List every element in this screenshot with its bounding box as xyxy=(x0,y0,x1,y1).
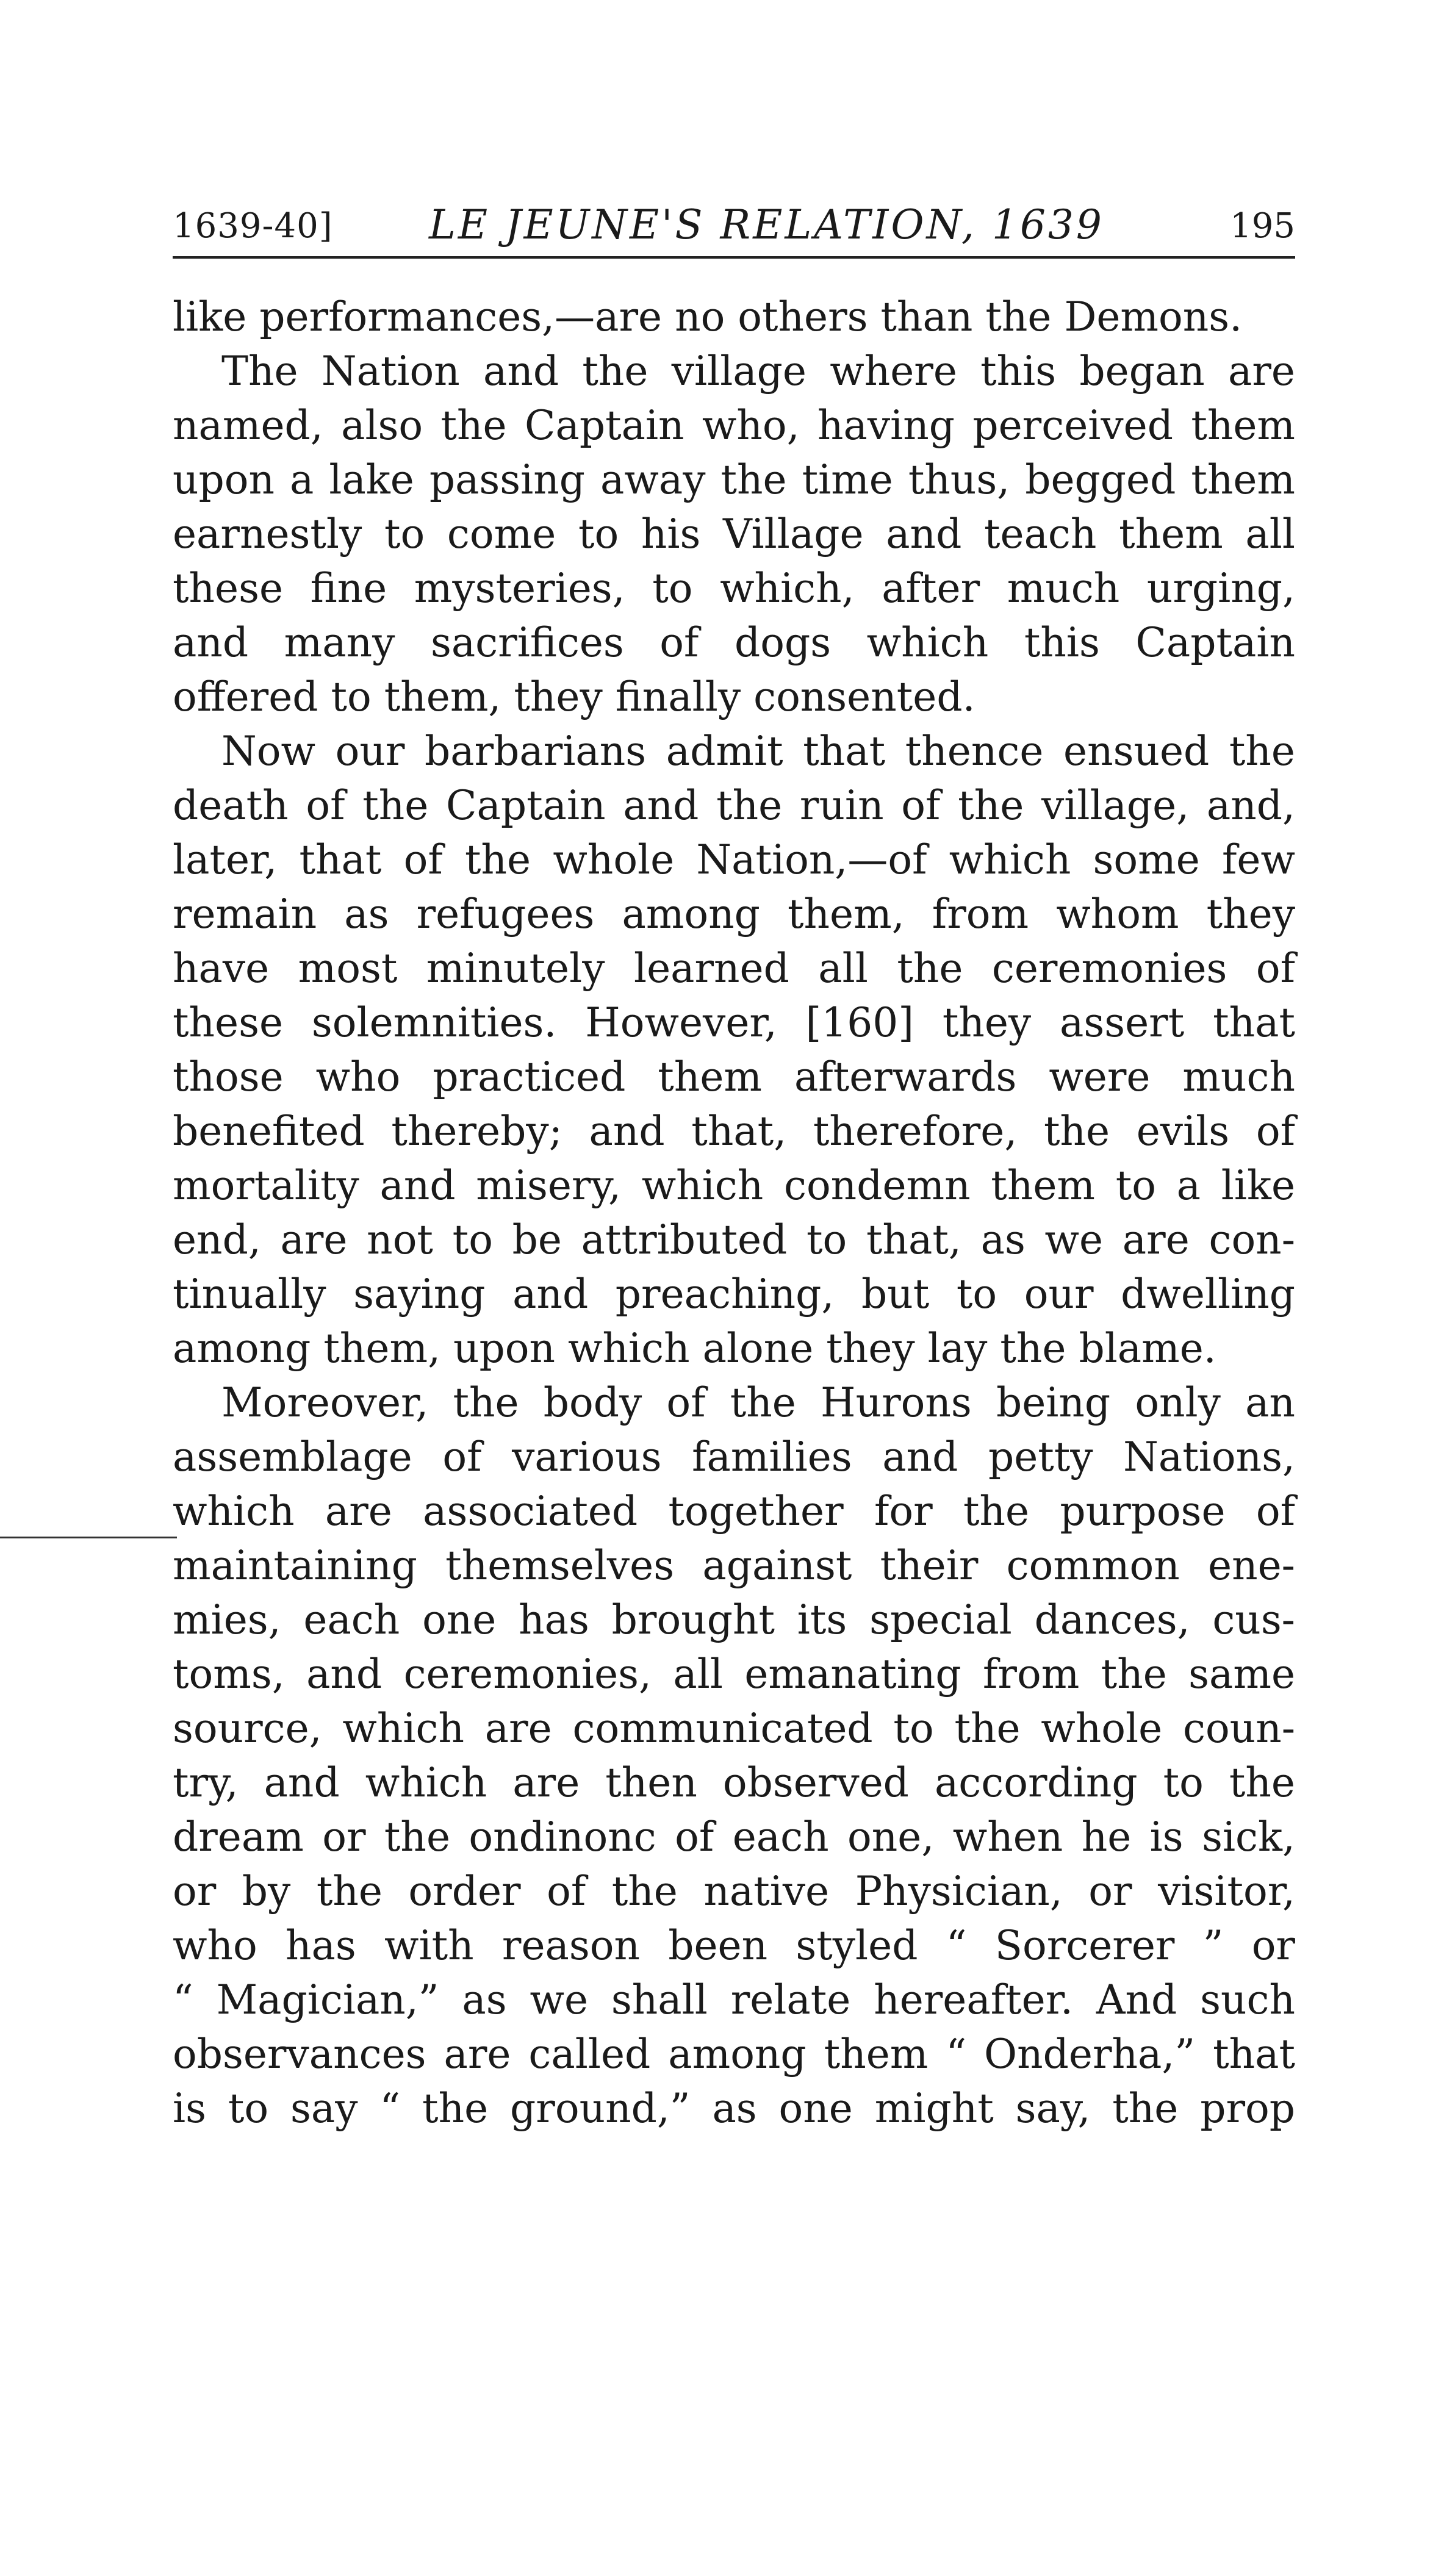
text-line: and many sacrifices of dogs which this Captain xyxy=(173,619,1295,666)
text-line: have most minutely learned all the ceremonies of xyxy=(173,945,1295,992)
margin-rule-mark xyxy=(0,1537,177,1538)
text-line: later, that of the whole Nation,—of which some few xyxy=(173,836,1295,883)
text-line: Now our barbarians admit that thence ensued the xyxy=(221,728,1295,775)
text-line: or by the order of the native Physician, or visitor, xyxy=(173,1868,1295,1915)
text-line: among them, upon which alone they lay the blame. xyxy=(173,1325,1216,1372)
text-line: end, are not to be attributed to that, as we are con- xyxy=(173,1216,1295,1263)
text-line: these fine mysteries, to which, after much urging, xyxy=(173,565,1295,612)
text-line: tinually saying and preaching, but to our dwelling xyxy=(173,1271,1295,1318)
text-line: like performances,—are no others than the Demons. xyxy=(173,293,1243,340)
text-line: earnestly to come to his Village and teach them all xyxy=(173,511,1295,558)
page-number: 195 xyxy=(1230,206,1295,246)
text-line: those who practiced them afterwards were much xyxy=(173,1053,1295,1100)
text-line: mortality and misery, which condemn them to a like xyxy=(173,1162,1295,1209)
running-title: LE JEUNE'S RELATION, 1639 xyxy=(429,201,1104,248)
text-line: mies, each one has brought its special dances, cus- xyxy=(173,1596,1295,1643)
text-line: who has with reason been styled “ Sorcerer ” or xyxy=(173,1922,1295,1969)
text-line: which are associated together for the purpose of xyxy=(173,1488,1295,1535)
text-line: assemblage of various families and petty Nations, xyxy=(173,1433,1295,1480)
text-line: Moreover, the body of the Hurons being only an xyxy=(221,1379,1295,1426)
text-line: try, and which are then observed according to the xyxy=(173,1759,1295,1806)
running-head xyxy=(173,195,1295,259)
text-line: maintaining themselves against their common ene- xyxy=(173,1542,1295,1589)
text-line: The Nation and the village where this began are xyxy=(221,348,1295,395)
text-line: benefited thereby; and that, therefore, the evils of xyxy=(173,1108,1295,1155)
text-line: dream or the ondinonc of each one, when he is sick, xyxy=(173,1814,1295,1860)
text-line: these solemnities. However, [160] they assert that xyxy=(173,999,1295,1046)
text-line: offered to them, they finally consented. xyxy=(173,673,975,720)
text-line: toms, and ceremonies, all emanating from the same xyxy=(173,1651,1295,1698)
text-line: “ Magician,” as we shall relate hereafter. And such xyxy=(173,1976,1295,2023)
text-line: is to say “ the ground,” as one might say, the prop xyxy=(173,2085,1295,2132)
text-line: upon a lake passing away the time thus, begged them xyxy=(173,456,1295,503)
text-line: death of the Captain and the ruin of the village, and, xyxy=(173,782,1295,829)
text-line: named, also the Captain who, having perceived them xyxy=(173,402,1295,449)
chapter-range: 1639-40] xyxy=(173,206,333,246)
text-line: observances are called among them “ Onderha,” that xyxy=(173,2031,1295,2078)
text-line: source, which are communicated to the whole coun- xyxy=(173,1705,1295,1752)
body-text xyxy=(173,290,1295,2136)
text-line: remain as refugees among them, from whom they xyxy=(173,891,1295,938)
